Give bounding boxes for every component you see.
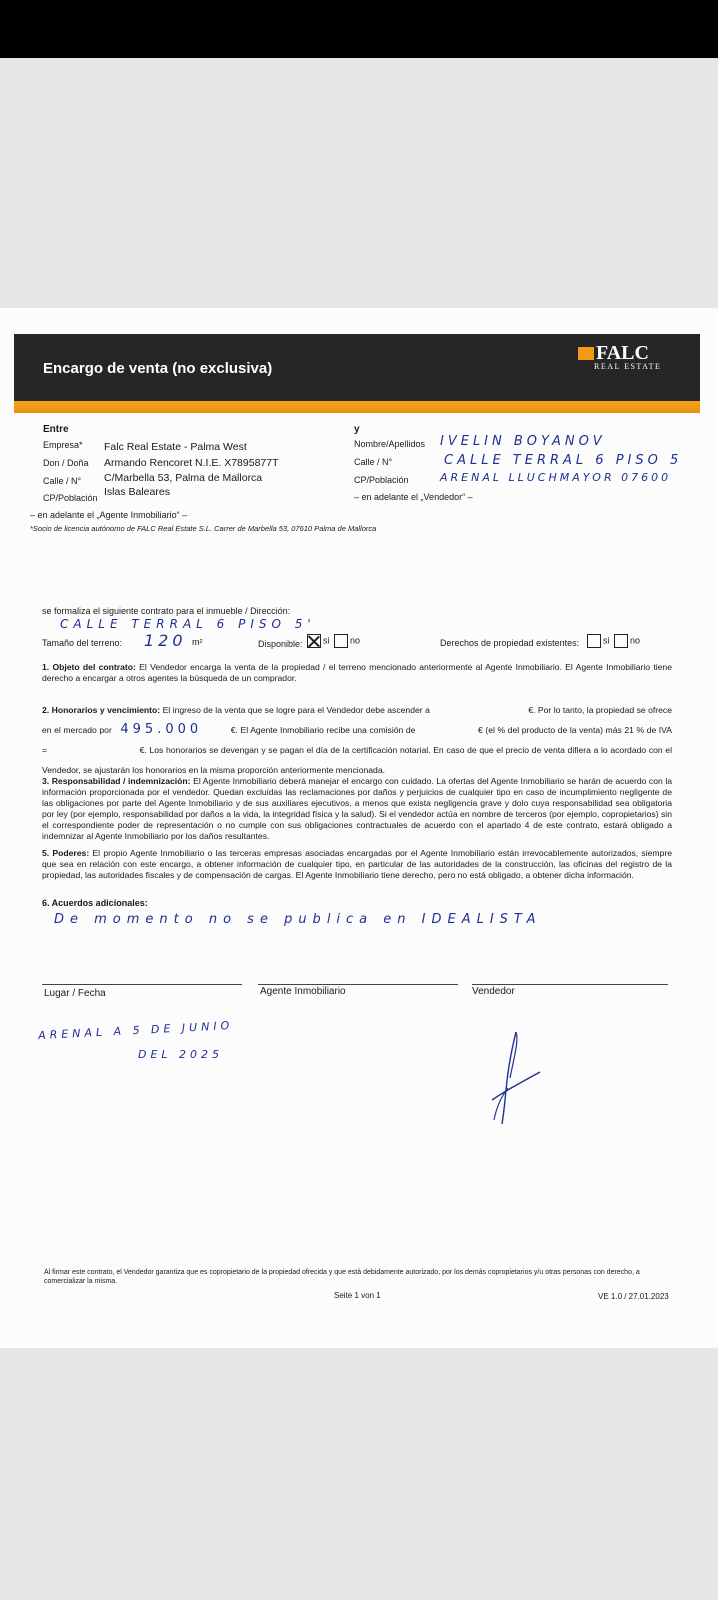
agent-label: Agente Inmobiliario <box>260 986 346 997</box>
label-empresa: Empresa* <box>43 440 83 450</box>
falc-logo: FALC REAL ESTATE <box>578 342 661 371</box>
label-don-dona: Don / Doña <box>43 458 89 468</box>
footer-disclaimer: Al firmar este contrato, el Vendedor garantiza que es copropietario de la propiedad ofrecida y que está debidamente autorizado, por los demás copropietarios y/u otras personas con derecho, a comercializar la misma. <box>44 1269 640 1285</box>
size-unit: m² <box>192 637 203 647</box>
clause-1: 1. Objeto del contrato: El Vendedor encarga la venta de la propiedad / el terreno mencionado anteriormente al Agente Inmobiliario. El Agente Inmobiliario tiene derecho a encargar a otros agentes la búsqueda de un comprador. <box>42 662 672 683</box>
left-party-heading: Entre <box>43 424 69 435</box>
property-intro: se formaliza el siguiente contrato para el inmueble / Dirección: <box>42 606 291 616</box>
available-options: si no <box>305 634 360 648</box>
seller-signature <box>486 1028 546 1128</box>
value-cp-left: Islas Baleares <box>104 486 170 498</box>
available-no-checkbox[interactable] <box>334 634 348 648</box>
falc-logo-icon <box>578 347 594 360</box>
hand-place-line-2: DEL 2025 <box>138 1048 224 1061</box>
contract-document <box>0 308 718 1348</box>
hand-property-address: CALLE TERRAL 6 PISO 5' <box>60 617 316 631</box>
hand-seller-name: IVELIN BOYANOV <box>440 434 606 449</box>
document-title: Encargo de venta (no exclusiva) <box>43 360 273 377</box>
available-label: Disponible: <box>258 639 303 649</box>
available-si-checkbox[interactable] <box>307 634 321 648</box>
label-calle-left: Calle / N° <box>43 476 82 486</box>
hand-market-price: 495.000 <box>120 722 203 737</box>
form-version: VE 1.0 / 27.01.2023 <box>598 1292 669 1301</box>
place-date-line <box>42 984 242 985</box>
hand-additional-agreement: De momento no se publica en IDEALISTA <box>54 912 542 927</box>
hand-place-line-1: ARENAL A 5 DE JUNIO <box>37 1018 234 1043</box>
value-calle-left: C/Marbella 53, Palma de Mallorca <box>104 472 263 484</box>
clause-3: 3. Responsabilidad / indemnización: El Agente Inmobiliario deberá manejar el encargo con cuidado. La ofertas del Agente Inmobiliario se harán de acuerdo con la información proporcionada por el vendedor. Quedan excluidas las reclamaciones por daños y perjuicios de cualquier tipo en caso de incumplimiento negligente de las obligaciones por parte del Agente Inmobiliario y de sus auxiliares ejecutivos, a menos que exista negligencia grave y dolo cuya responsabilidad sea obligatoria por ley (por ejemplo, responsabilidad por daños a la vida, la integridad física y la salud). Si el vendedor actúa en nombre de terceros (por ejemplo, copropietarios) sin el correspondiente poder de representación o no cumple con sus obligaciones contractuales de acuerdo con el apartado 4 de este contrato, estará obligado a indemnizar al Agente Inmobiliario por los daños resultantes. <box>42 776 673 841</box>
clause-2: 2. Honorarios y vencimiento: El ingreso de la venta que se logre para el Vendedor debe ascender a €. Por lo tanto, la propiedad se ofrece en el mercado por 495.000 €. El Agente Inmobiliario recibe una comisión de € (el % del producto de la venta) más 21 % de IVA = €. Los honorarios se devengan y se pagan el día de la certificación notarial. En caso de que el precio de venta difiera a lo acordado con el Vendedor, se ajustarán los honorarios en la misma proporción anteriormente mencionada. <box>42 705 673 775</box>
agent-signature-line <box>258 984 458 985</box>
accent-stripe <box>14 401 700 413</box>
seller-note: – en adelante el „Vendedor“ – <box>354 492 473 502</box>
value-don-dona: Armando Rencoret N.I.E. X7895877T <box>104 457 279 469</box>
label-calle-right: Calle / N° <box>354 457 393 467</box>
seller-label: Vendedor <box>472 986 515 997</box>
hand-land-size: 120 <box>144 631 187 650</box>
agent-note: – en adelante el „Agente Inmobiliario“ – <box>30 510 188 520</box>
label-cp-right: CP/Población <box>354 475 409 485</box>
license-footnote: *Socio de licencia autónomo de FALC Real Estate S.L. Carrer de Marbella 53, 07610 Palma de Mallorca <box>30 524 377 533</box>
label-nombre: Nombre/Apellidos <box>354 439 426 449</box>
rights-label: Derechos de propiedad existentes: <box>440 638 580 648</box>
hand-seller-city: ARENAL LLUCHMAYOR 07600 <box>440 471 672 484</box>
right-party-heading: y <box>354 424 360 435</box>
clause-5: 5. Poderes: El propio Agente Inmobiliario o las terceras empresas asociadas encargadas por el Agente Inmobiliario están irrevocablemente autorizados, siempre que sea en relación con este encargo, a obtener información de cualquier tipo, en particular de las autoridades de la construcción, las oficinas del registro de la propiedad, las autoridades fiscales y de compensación de cargas. El Agente Inmobiliario tiene derecho, pero no está obligado, a obtener dicha información. <box>42 848 672 880</box>
value-empresa: Falc Real Estate - Palma West <box>104 441 247 453</box>
page-number: Seite 1 von 1 <box>334 1291 381 1300</box>
label-cp-left: CP/Población <box>43 493 98 503</box>
seller-signature-line <box>472 984 668 985</box>
clause-6-title: 6. Acuerdos adicionales: <box>42 898 148 908</box>
place-date-label: Lugar / Fecha <box>44 988 106 999</box>
rights-no-checkbox[interactable] <box>614 634 628 648</box>
status-bar <box>0 0 718 58</box>
rights-options: si no <box>585 634 640 648</box>
hand-seller-street: CALLE TERRAL 6 PISO 5 <box>444 453 683 468</box>
size-label: Tamaño del terreno: <box>42 638 123 648</box>
rights-si-checkbox[interactable] <box>587 634 601 648</box>
